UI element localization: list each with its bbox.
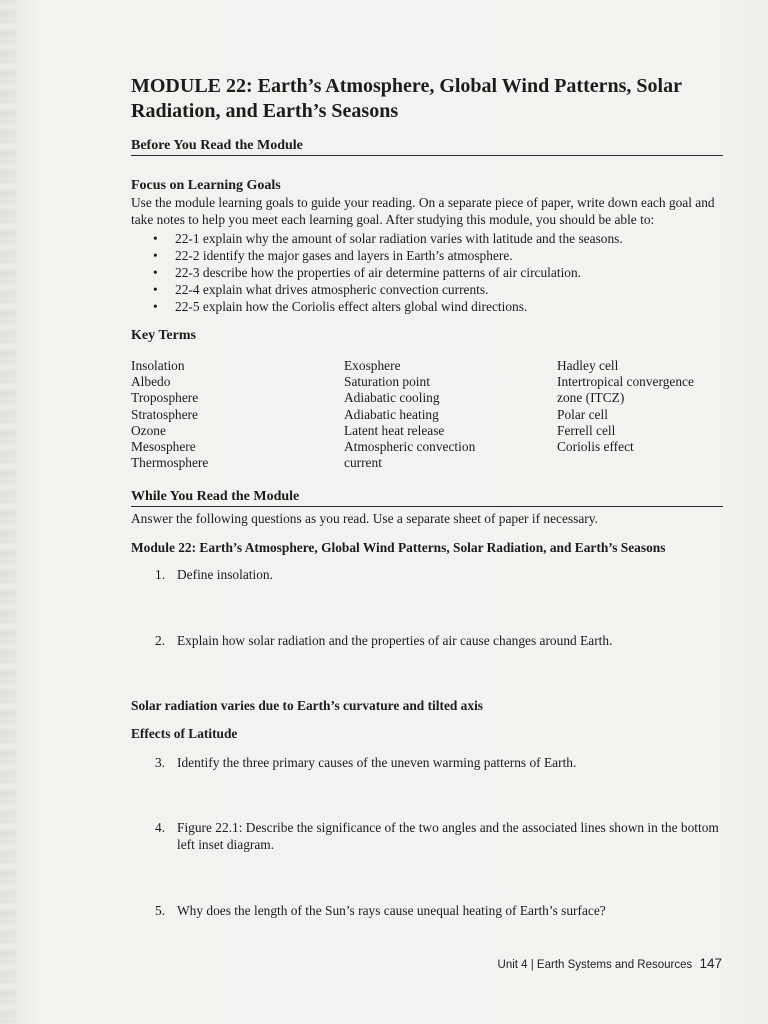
key-terms-column-2 xyxy=(344,358,475,471)
key-term: Stratosphere xyxy=(131,406,198,422)
focus-goals-heading: Focus on Learning Goals xyxy=(131,178,281,193)
key-term: Troposphere xyxy=(131,390,199,406)
torn-paper-edge xyxy=(0,0,16,1024)
key-terms-heading: Key Terms xyxy=(131,328,196,343)
page-footer xyxy=(498,956,722,971)
question-3 xyxy=(155,755,723,772)
key-term: Latent heat release xyxy=(344,422,445,438)
question-number: 4. xyxy=(155,820,166,835)
page-number: 147 xyxy=(699,956,722,971)
key-term: Ferrell cell xyxy=(557,422,616,438)
key-terms-column-3 xyxy=(557,358,694,455)
learning-goals-list xyxy=(153,230,623,315)
before-read-heading: Before You Read the Module xyxy=(131,138,723,156)
key-term: Hadley cell xyxy=(557,358,619,373)
learning-goal: • 22-1 explain why the amount of solar radiation varies with latitude and the seasons. xyxy=(153,231,623,246)
learning-goal: • 22-3 describe how the properties of air determine patterns of air circulation. xyxy=(153,265,582,280)
key-term: Coriolis effect xyxy=(557,439,634,455)
question-2 xyxy=(155,633,723,650)
goals-intro: Use the module learning goals to guide your reading. On a separate piece of paper, write down each goal and take notes to help you meet each learning goal. After studying this module, you should be able to: xyxy=(131,195,715,227)
question-text: Why does the length of the Sun’s rays cause unequal heating of Earth’s surface? xyxy=(177,903,606,918)
bullet-icon: • xyxy=(153,265,158,280)
key-term: Ozone xyxy=(131,422,166,438)
key-term: Saturation point xyxy=(344,374,430,390)
effects-of-latitude-heading: Effects of Latitude xyxy=(131,726,238,741)
bullet-icon: • xyxy=(153,231,158,246)
question-1 xyxy=(155,567,723,584)
key-term: current xyxy=(344,455,382,471)
question-number: 1. xyxy=(155,567,166,582)
question-text: Define insolation. xyxy=(177,567,273,582)
while-read-instructions: Answer the following questions as you read. Use a separate sheet of paper if necessary. xyxy=(131,511,598,526)
question-4 xyxy=(155,820,723,853)
question-text: Explain how solar radiation and the properties of air cause changes around Earth. xyxy=(177,633,613,648)
solar-radiation-heading: Solar radiation varies due to Earth’s curvature and tilted axis xyxy=(131,698,484,713)
question-number: 3. xyxy=(155,755,166,770)
key-term: Exosphere xyxy=(344,358,401,373)
question-number: 2. xyxy=(155,633,166,648)
bullet-icon: • xyxy=(153,282,158,297)
key-term: Thermosphere xyxy=(131,455,209,471)
question-number: 5. xyxy=(155,903,166,918)
key-term: Intertropical convergence xyxy=(557,374,694,390)
question-text: Identify the three primary causes of the uneven warming patterns of Earth. xyxy=(177,755,577,770)
footer-unit-label: Unit 4 | Earth Systems and Resources xyxy=(497,959,693,971)
key-term: Mesosphere xyxy=(131,439,196,455)
key-term: Adiabatic cooling xyxy=(344,390,440,406)
learning-goal: • 22-4 explain what drives atmospheric convection currents. xyxy=(153,282,489,297)
key-term: Adiabatic heating xyxy=(344,406,439,422)
key-term: Albedo xyxy=(131,374,171,390)
learning-goal: • 22-5 explain how the Coriolis effect alters global wind directions. xyxy=(153,299,528,314)
key-term: Polar cell xyxy=(557,406,608,422)
bullet-icon: • xyxy=(153,248,158,263)
key-term: zone (ITCZ) xyxy=(557,390,625,406)
while-read-heading: While You Read the Module xyxy=(131,489,723,507)
bullet-icon: • xyxy=(153,299,158,314)
learning-goal: • 22-2 identify the major gases and layers in Earth’s atmosphere. xyxy=(153,248,513,263)
module-subheading: Module 22: Earth’s Atmosphere, Global Wind Patterns, Solar Radiation, and Earth’s Seasons xyxy=(131,540,666,555)
key-terms-column-1 xyxy=(131,358,208,471)
question-text: Figure 22.1: Describe the significance of the two angles and the associated lines shown in the bottom left inset diagram. xyxy=(177,820,719,852)
question-5 xyxy=(155,903,723,920)
key-term: Insolation xyxy=(131,358,185,373)
module-title: MODULE 22: Earth’s Atmosphere, Global Wind Patterns, Solar Radiation, and Earth’s Seasons xyxy=(131,75,682,122)
key-term: Atmospheric convection xyxy=(344,439,476,455)
